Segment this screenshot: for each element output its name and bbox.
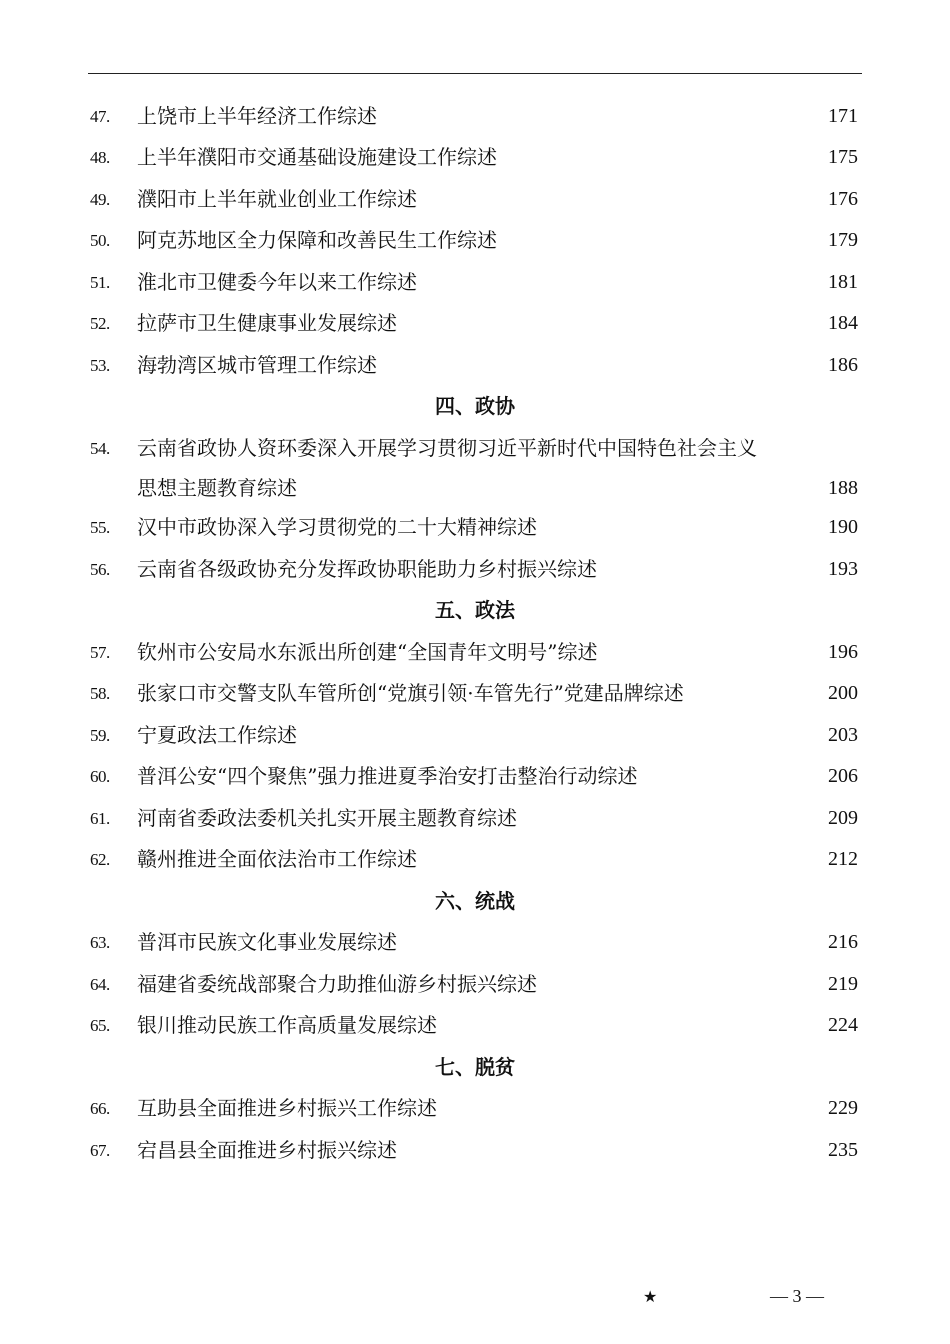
toc-entry[interactable]	[0, 922, 950, 963]
entry-number: 51.	[90, 273, 110, 292]
entry-number: 58.	[90, 684, 110, 703]
entry-title: 普洱市民族文化事业发展综述	[137, 930, 397, 954]
entry-number: 50.	[90, 231, 110, 250]
entry-number: 65.	[90, 1016, 110, 1035]
entry-page: 200	[828, 682, 858, 704]
toc-entry[interactable]	[0, 715, 950, 756]
entry-page: 186	[828, 354, 858, 376]
entry-page: 206	[828, 765, 858, 787]
entry-page: 184	[828, 312, 858, 334]
toc-entry[interactable]	[0, 673, 950, 714]
entry-page: 219	[828, 973, 858, 995]
toc-entry[interactable]	[0, 345, 950, 386]
entry-page: 179	[828, 229, 858, 251]
entry-number: 55.	[90, 518, 110, 537]
entry-number: 57.	[90, 643, 110, 662]
toc-entry[interactable]	[0, 137, 950, 178]
entry-page: 216	[828, 931, 858, 953]
entry-page: 229	[828, 1097, 858, 1119]
entry-page: 181	[828, 271, 858, 293]
entry-page: 203	[828, 724, 858, 746]
entry-title: 云南省各级政协充分发挥政协职能助力乡村振兴综述	[137, 557, 597, 581]
toc-entry[interactable]	[0, 1130, 950, 1171]
entry-number: 48.	[90, 148, 110, 167]
section-heading: 七、脱贫	[435, 1055, 515, 1079]
section-heading: 六、统战	[435, 889, 515, 913]
section-heading: 五、政法	[435, 598, 515, 622]
entry-title: 云南省政协人资环委深入开展学习贯彻习近平新时代中国特色社会主义	[137, 436, 757, 460]
entry-page: 209	[828, 807, 858, 829]
entry-number: 59.	[90, 726, 110, 745]
toc-entry[interactable]	[0, 1088, 950, 1129]
entry-number: 67.	[90, 1141, 110, 1160]
entry-title: 福建省委统战部聚合力助推仙游乡村振兴综述	[137, 972, 537, 996]
star-icon: ★	[643, 1287, 658, 1306]
entry-number: 47.	[90, 107, 110, 126]
entry-number: 64.	[90, 975, 110, 994]
entry-title: 上饶市上半年经济工作综述	[137, 104, 377, 128]
toc-entry[interactable]	[0, 1005, 950, 1046]
toc-entry[interactable]	[0, 220, 950, 261]
entry-title: 宁夏政法工作综述	[137, 723, 297, 747]
toc-entry[interactable]	[0, 839, 950, 880]
entry-title: 普洱公安“四个聚焦”强力推进夏季治安打击整治行动综述	[137, 764, 638, 788]
toc-entry[interactable]	[0, 798, 950, 839]
entry-number: 49.	[90, 190, 110, 209]
entry-title: 宕昌县全面推进乡村振兴综述	[137, 1138, 397, 1162]
toc-entry[interactable]	[0, 549, 950, 590]
entry-title: 张家口市交警支队车管所创“党旗引领·车管先行”党建品牌综述	[137, 681, 684, 705]
toc-entry[interactable]	[0, 262, 950, 303]
entry-title: 赣州推进全面依法治市工作综述	[137, 847, 417, 871]
entry-number: 54.	[90, 439, 110, 458]
entry-page: 176	[828, 188, 858, 210]
entry-number: 52.	[90, 314, 110, 333]
entry-title: 互助县全面推进乡村振兴工作综述	[137, 1096, 437, 1120]
entry-number: 62.	[90, 850, 110, 869]
entry-title: 银川推动民族工作高质量发展综述	[137, 1013, 437, 1037]
toc-entry-continued[interactable]	[0, 468, 950, 509]
entry-page: 188	[828, 477, 858, 499]
header-rule	[88, 73, 862, 74]
toc-entry[interactable]	[0, 507, 950, 548]
entry-number: 56.	[90, 560, 110, 579]
entry-number: 66.	[90, 1099, 110, 1118]
footer-page-number: — 3 —	[770, 1286, 824, 1306]
entry-page: 171	[828, 105, 858, 127]
section-heading: 四、政协	[435, 394, 515, 418]
toc-entry[interactable]	[0, 428, 950, 469]
entry-number: 53.	[90, 356, 110, 375]
entry-title: 淮北市卫健委今年以来工作综述	[137, 270, 417, 294]
entry-page: 175	[828, 146, 858, 168]
toc-entry[interactable]	[0, 179, 950, 220]
entry-title: 海勃湾区城市管理工作综述	[137, 353, 377, 377]
entry-number: 63.	[90, 933, 110, 952]
entry-page: 235	[828, 1139, 858, 1161]
toc-entry[interactable]	[0, 632, 950, 673]
entry-title: 汉中市政协深入学习贯彻党的二十大精神综述	[137, 515, 537, 539]
entry-title: 阿克苏地区全力保障和改善民生工作综述	[137, 228, 497, 252]
entry-page: 196	[828, 641, 858, 663]
toc-entry[interactable]	[0, 303, 950, 344]
entry-page: 224	[828, 1014, 858, 1036]
entry-title: 拉萨市卫生健康事业发展综述	[137, 311, 397, 335]
entry-number: 61.	[90, 809, 110, 828]
toc-entry[interactable]	[0, 964, 950, 1005]
entry-title-continued: 思想主题教育综述	[137, 476, 297, 500]
entry-page: 193	[828, 558, 858, 580]
entry-title: 河南省委政法委机关扎实开展主题教育综述	[137, 806, 517, 830]
toc-entry[interactable]	[0, 756, 950, 797]
entry-page: 212	[828, 848, 858, 870]
entry-title: 濮阳市上半年就业创业工作综述	[137, 187, 417, 211]
entry-title: 钦州市公安局水东派出所创建“全国青年文明号”综述	[137, 640, 598, 664]
toc-entry[interactable]	[0, 96, 950, 137]
entry-title: 上半年濮阳市交通基础设施建设工作综述	[137, 145, 497, 169]
entry-number: 60.	[90, 767, 110, 786]
entry-page: 190	[828, 516, 858, 538]
